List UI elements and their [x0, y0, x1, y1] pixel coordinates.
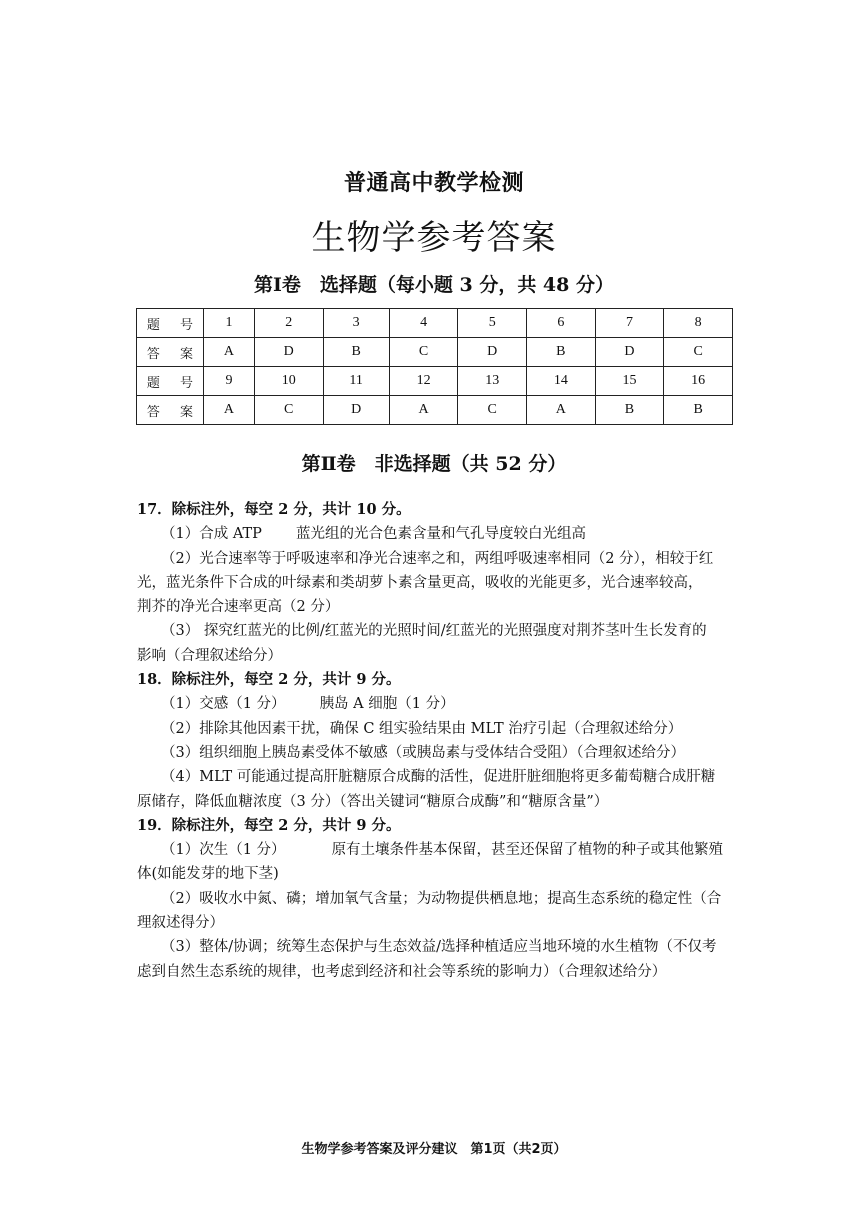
table-cell: 5	[458, 309, 527, 338]
table-row	[137, 309, 733, 338]
table-cell: A	[389, 396, 458, 425]
q18-part4-line1: （4）MLT 可能通过提高肝脏糖原合成酶的活性，促进肝脏细胞将更多葡萄糖合成肝糖	[161, 769, 716, 786]
q18-part2: （2）排除其他因素干扰，确保 C 组实验结果由 MLT 治疗引起（合理叙述给分）	[161, 720, 683, 737]
document-title: 生物学参考答案	[311, 218, 557, 258]
table-cell: D	[595, 338, 664, 367]
table-cell: 15	[595, 367, 664, 396]
table-cell: 12	[389, 367, 458, 396]
table-cell: D	[323, 396, 389, 425]
table-cell: 6	[527, 309, 596, 338]
q18-part1	[137, 692, 733, 716]
table-cell: A	[204, 338, 255, 367]
q17-part3-line2: 影响（合理叙述给分）	[137, 647, 282, 664]
exam-header: 普通高中教学检测	[343, 171, 524, 196]
q17-part1	[137, 522, 733, 546]
q19-heading: 19．除标注外，每空 2 分，共计 9 分。	[137, 816, 401, 834]
answer-table	[136, 308, 733, 425]
q17-heading: 17．除标注外，每空 2 分，共计 10 分。	[137, 501, 411, 518]
q19-part1-answer-a: （1）次生（1 分）	[161, 842, 286, 859]
q19-part2-line2: 理叙述得分）	[137, 915, 224, 932]
table-row	[137, 367, 733, 396]
table-row	[137, 338, 733, 367]
table-cell: 1	[204, 309, 255, 338]
table-cell: 14	[527, 367, 596, 396]
table-cell: B	[323, 338, 389, 367]
table-cell: B	[527, 338, 596, 367]
table-cell: B	[595, 396, 664, 425]
table-cell: D	[254, 338, 323, 367]
q19-part1-line1	[137, 838, 733, 862]
row-label: 题 号	[137, 367, 204, 396]
table-cell: 3	[323, 309, 389, 338]
section1-title: 第Ⅰ卷 选择题（每小题 3 分，共 48 分）	[253, 274, 614, 296]
table-cell: C	[389, 338, 458, 367]
table-cell: 4	[389, 309, 458, 338]
row-label: 答 案	[137, 396, 204, 425]
page-footer: 生物学参考答案及评分建议 第1页（共2页）	[301, 1142, 567, 1157]
table-cell: A	[204, 396, 255, 425]
table-cell: C	[254, 396, 323, 425]
table-cell: A	[527, 396, 596, 425]
row-label: 答 案	[137, 338, 204, 367]
table-cell: 16	[664, 367, 733, 396]
q19-part2-line1: （2）吸收水中氮、磷；增加氧气含量；为动物提供栖息地；提高生态系统的稳定性（合	[161, 890, 722, 907]
table-cell: 13	[458, 367, 527, 396]
q19-part1-answer-b: 原有土壤条件基本保留，甚至还保留了植物的种子或其他繁殖	[331, 842, 724, 859]
q17-part2-line3: 荆芥的净光合速率更高（2 分）	[137, 599, 340, 616]
q17-part3-line1: （3） 探究红蓝光的比例/红蓝光的光照时间/红蓝光的光照强度对荆芥茎叶生长发育的	[161, 623, 707, 640]
table-cell: 8	[664, 309, 733, 338]
q17-part1-answer-b: 蓝光组的光合色素含量和气孔导度较白光组高	[295, 526, 586, 543]
table-cell: D	[458, 338, 527, 367]
row-label: 题 号	[137, 309, 204, 338]
q17-part2-line1: （2）光合速率等于呼吸速率和净光合速率之和，两组呼吸速率相同（2 分），相较于红	[161, 550, 714, 567]
table-cell: B	[664, 396, 733, 425]
section2-title: 第Ⅱ卷 非选择题（共 52 分）	[301, 453, 567, 475]
q18-part1-answer-a: （1）交感（1 分）	[161, 696, 286, 713]
q19-part3-line2: 虑到自然生态系统的规律，也考虑到经济和社会等系统的影响力）（合理叙述给分）	[137, 963, 667, 980]
q18-part1-answer-b: 胰岛 A 细胞（1 分）	[319, 696, 455, 713]
q17-part1-answer-a: （1）合成 ATP	[161, 526, 262, 543]
table-row	[137, 396, 733, 425]
table-cell: C	[458, 396, 527, 425]
table-cell: 7	[595, 309, 664, 338]
q18-part4-line2: 原储存，降低血糖浓度（3 分）（答出关键词“糖原合成酶”和“糖原含量”）	[137, 793, 609, 810]
q17-part2-line2: 光，蓝光条件下合成的叶绿素和类胡萝卜素含量更高，吸收的光能更多，光合速率较高，	[137, 574, 703, 591]
table-cell: 10	[254, 367, 323, 396]
table-cell: C	[664, 338, 733, 367]
table-cell: 2	[254, 309, 323, 338]
q18-heading: 18．除标注外，每空 2 分，共计 9 分。	[137, 671, 401, 689]
q19-part3-line1: （3）整体/协调；统筹生态保护与生态效益/选择种植适应当地环境的水生植物（不仅考	[161, 939, 717, 956]
q19-part1-line2: 体(如能发芽的地下茎)	[137, 866, 279, 883]
table-cell: 9	[204, 367, 255, 396]
q18-part3: （3）组织细胞上胰岛素受体不敏感（或胰岛素与受体结合受阻）（合理叙述给分）	[161, 744, 685, 761]
table-cell: 11	[323, 367, 389, 396]
answer-body	[137, 498, 733, 984]
